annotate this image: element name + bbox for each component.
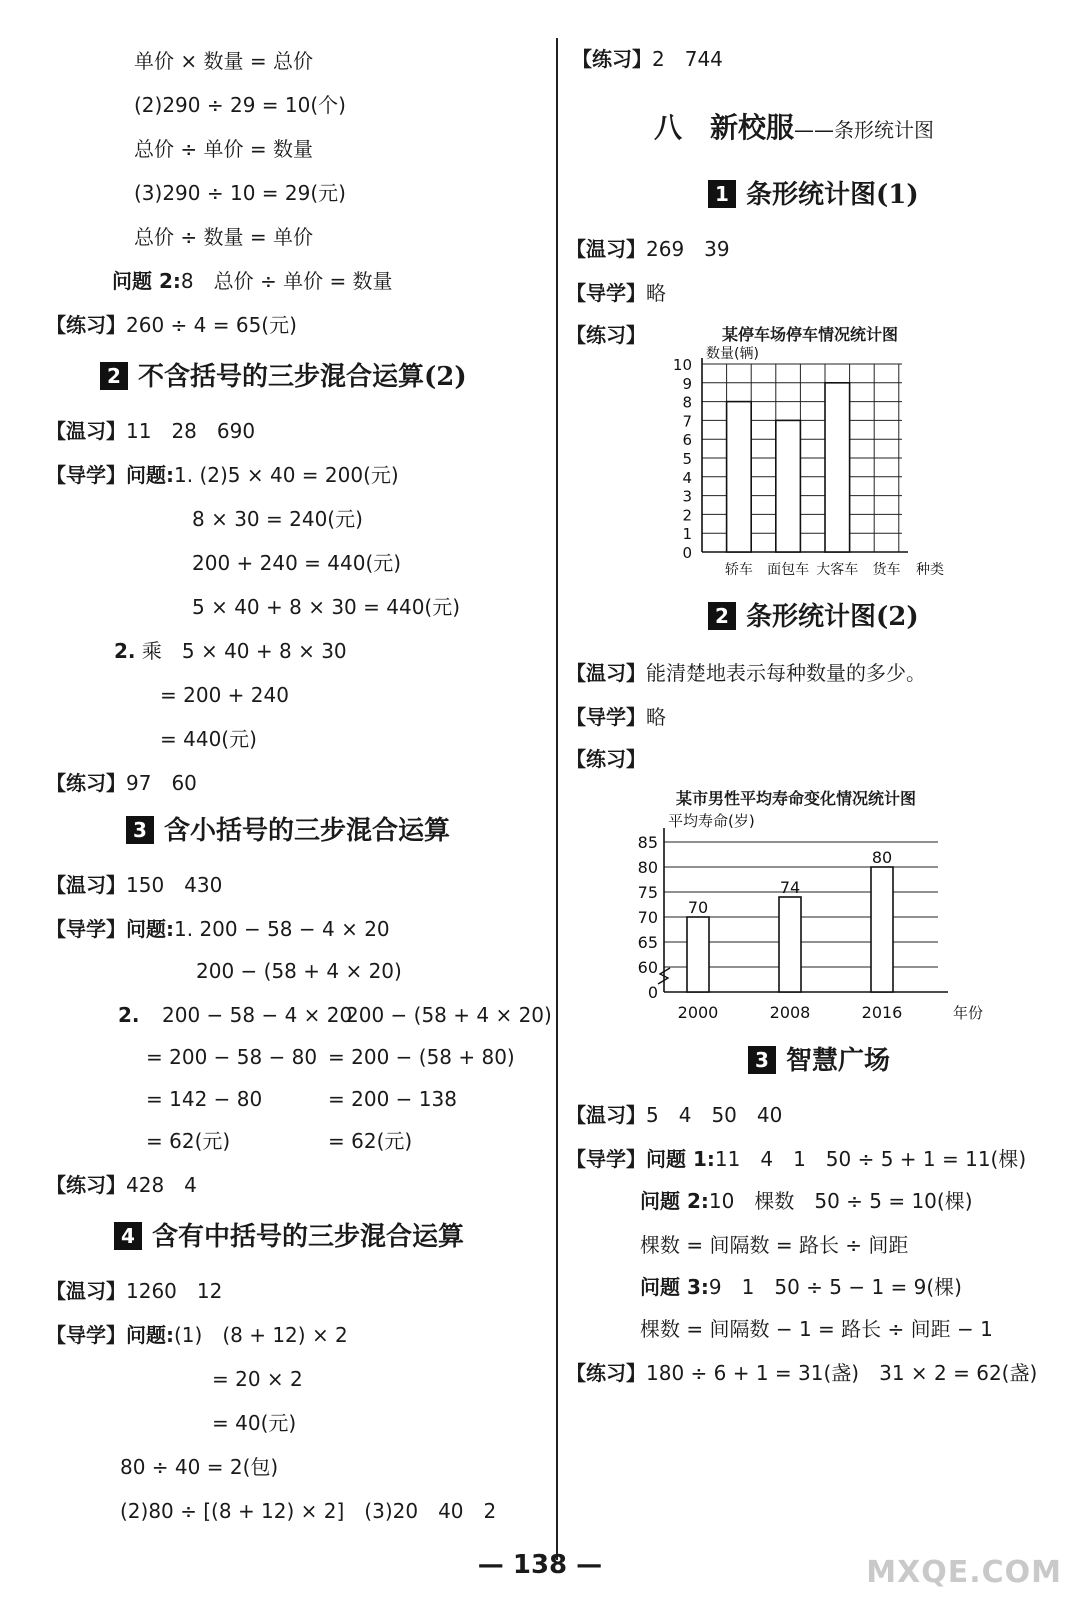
guide-line [566,1146,1026,1172]
practice-line [46,770,197,796]
section-number: 3 [126,816,154,844]
text-line: 80 ÷ 40 = 2(包) [120,1455,279,1479]
review-line [46,1278,222,1304]
column-divider [556,38,558,1560]
text: (1) (8 + 12) × 2 [174,1323,348,1347]
text-line: 5 × 40 + 8 × 30 = 440(元) [192,595,461,619]
chart1-title: 某停车场停车情况统计图 [722,325,899,344]
text-line: = 200 − 138 [328,1087,457,1111]
label: 问题 2: [112,269,181,293]
text-line: (2)80 ÷ [(8 + 12) × 2] (3)20 40 2 [120,1499,497,1523]
label: 【导学】问题 1: [566,1147,715,1171]
label: 【温习】 [46,873,126,897]
bar [687,917,709,992]
y-tick-label: 5 [682,450,692,468]
text: 269 39 [646,237,730,261]
text-line: 单价 × 数量 = 总价 [134,49,313,73]
label: 【温习】 [46,1279,126,1303]
practice-line [46,312,297,338]
text: 略 [646,705,666,729]
label: 【练习】 [46,1173,126,1197]
guide-line [46,916,390,942]
section-title: 含小括号的三步混合运算 [164,816,451,846]
unit-subtitle: ——条形统计图 [794,118,935,142]
text-line: = 40(元) [212,1411,297,1435]
section-title: 含有中括号的三步混合运算 [152,1222,465,1252]
text-line [640,1274,962,1300]
chart2-title: 某市男性平均寿命变化情况统计图 [676,789,917,808]
label: 【练习】 [566,1361,646,1385]
label: 【导学】问题: [46,1323,174,1347]
section-title: 不含括号的三步混合运算(2) [138,362,467,392]
label: 【练习】 [572,47,652,71]
text: 10 棵数 50 ÷ 5 = 10(棵) [708,1189,973,1213]
text-line: = 62(元) [328,1129,413,1153]
x-tick-label: 2008 [769,1003,811,1022]
y-tick-label: 7 [682,412,692,431]
x-tick-label: 2016 [861,1003,903,1022]
unit-title [654,106,934,146]
y-tick-label: 65 [637,933,658,952]
text: 260 ÷ 4 = 65(元) [126,313,297,337]
section-number: 2 [708,602,736,630]
x-axis-label: 年份 [952,1004,984,1022]
practice-line [566,322,646,348]
guide-line [46,1322,348,1348]
text-line: 总价 ÷ 单价 = 数量 [134,137,313,161]
label: 【温习】 [566,1103,646,1127]
text-line [112,268,393,294]
section-heading [708,600,919,634]
text-line: 棵数 = 间隔数 = 路长 ÷ 间距 [640,1233,909,1257]
section-number: 3 [748,1046,776,1074]
label: 问题 2: [640,1189,709,1213]
text-line [640,1188,973,1214]
section-heading [748,1044,890,1078]
text: 180 ÷ 6 + 1 = 31(盏) 31 × 2 = 62(盏) [646,1361,1038,1385]
text-line: = 200 + 240 [160,683,289,707]
data-label: 74 [779,878,801,897]
text: 1. 200 − 58 − 4 × 20 [174,917,390,941]
text-line: 200 − (58 + 4 × 20) [196,959,402,983]
y-tick-label: 85 [637,833,658,852]
label: 【练习】 [46,313,126,337]
text-line: 总价 ÷ 数量 = 单价 [134,225,313,249]
label: 2. [118,1003,140,1027]
text: 11 4 1 50 ÷ 5 + 1 = 11(棵) [714,1147,1027,1171]
review-line [566,660,926,686]
y-tick-label: 3 [682,487,692,506]
review-line [566,1102,782,1128]
text: 能清楚地表示每种数量的多少。 [646,661,926,685]
label: 【温习】 [566,237,646,261]
x-tick-label: 面包车 [767,562,810,578]
text: 8 总价 ÷ 单价 = 数量 [180,269,393,293]
y-tick-label: 10 [672,356,692,374]
y-tick-label: 8 [682,393,692,412]
unit-title-main: 八 新校服 [654,111,795,144]
chart1 [656,338,972,588]
label: 【练习】 [566,323,646,347]
text-line: (3)290 ÷ 10 = 29(元) [134,181,346,205]
bar [727,402,752,552]
text-line: = 62(元) [146,1129,231,1153]
text-label [118,1002,140,1028]
y-tick-label: 1 [682,525,692,544]
text-line: = 142 − 80 [146,1087,263,1111]
text-line: = 440(元) [160,727,257,751]
text: 略 [646,281,666,305]
data-label: 80 [871,848,893,867]
data-label: 70 [687,898,709,917]
bar [779,897,801,992]
guide-line [46,462,399,488]
section-heading [126,814,450,848]
guide-line [566,280,666,306]
label: 问题 3: [640,1275,709,1299]
text-line: = 200 − 58 − 80 [146,1045,318,1069]
section-title: 条形统计图(2) [746,602,919,632]
label: 【温习】 [46,419,126,443]
label: 2. [114,639,136,663]
review-line [566,236,730,262]
text-line: (2)290 ÷ 29 = 10(个) [134,93,346,117]
label: 【导学】问题: [46,917,174,941]
y-tick-label: 80 [637,858,658,877]
practice-line [572,46,723,72]
y-tick-label: 60 [637,958,658,977]
text-line: 200 − 58 − 4 × 20 [162,1003,353,1027]
text: 1260 12 [126,1279,223,1303]
review-line [46,872,222,898]
practice-line [46,1172,197,1198]
x-tick-label: 2000 [677,1003,719,1022]
y-tick-label: 2 [682,506,692,525]
text-line: 200 − (58 + 4 × 20) [346,1003,552,1027]
section-heading [114,1220,464,1254]
text-line: = 200 − (58 + 80) [328,1045,515,1069]
x-tick-label: 大客车 [816,562,859,578]
y-axis-label: 数量(辆) [706,346,759,362]
text: 1. (2)5 × 40 = 200(元) [174,463,399,487]
section-number: 2 [100,362,128,390]
label: 【练习】 [46,771,126,795]
y-tick-label: 9 [682,374,692,393]
label: 【导学】 [566,281,646,305]
y-tick-label: 70 [637,908,658,927]
section-number: 1 [708,180,736,208]
text: 乘 5 × 40 + 8 × 30 [141,639,347,663]
x-tick-label: 货车 [872,562,901,578]
text: 2 744 [652,47,723,71]
y-axis-label: 平均寿命(岁) [668,812,755,830]
practice-line [566,1360,1037,1386]
text: 9 1 50 ÷ 5 − 1 = 9(棵) [708,1275,962,1299]
page-number: — 138 — [477,1550,603,1580]
chart2 [628,806,998,1028]
text-line: 8 × 30 = 240(元) [192,507,363,531]
bar [776,420,801,552]
label: 【温习】 [566,661,646,685]
y-tick-label: 4 [682,468,692,487]
section-title: 智慧广场 [786,1046,891,1076]
label: 【导学】 [566,705,646,729]
guide-line [566,704,666,730]
text-line: 棵数 = 间隔数 − 1 = 路长 ÷ 间距 − 1 [640,1317,993,1341]
y-tick-label: 6 [682,431,692,450]
section-heading [100,360,467,394]
x-axis-label: 种类 [916,562,944,578]
label: 【导学】问题: [46,463,174,487]
text-line: = 20 × 2 [212,1367,303,1391]
y-tick-label: 0 [682,544,692,562]
y-tick-label: 0 [647,983,658,1002]
text-line: 200 + 240 = 440(元) [192,551,402,575]
label: 【练习】 [566,747,646,771]
bar [871,867,893,992]
y-tick-label: 75 [637,883,658,902]
x-tick-label: 轿车 [724,562,753,578]
text-line [114,638,347,664]
text: 150 430 [126,873,223,897]
section-title: 条形统计图(1) [746,180,919,210]
text: 97 60 [126,771,197,795]
text: 11 28 690 [126,419,256,443]
review-line [46,418,255,444]
watermark-logo: MXQE.COM [866,1555,1062,1590]
bar [825,383,850,552]
section-number: 4 [114,1222,142,1250]
text: 5 4 50 40 [646,1103,783,1127]
text: 428 4 [126,1173,197,1197]
practice-line [566,746,646,772]
section-heading [708,178,919,212]
